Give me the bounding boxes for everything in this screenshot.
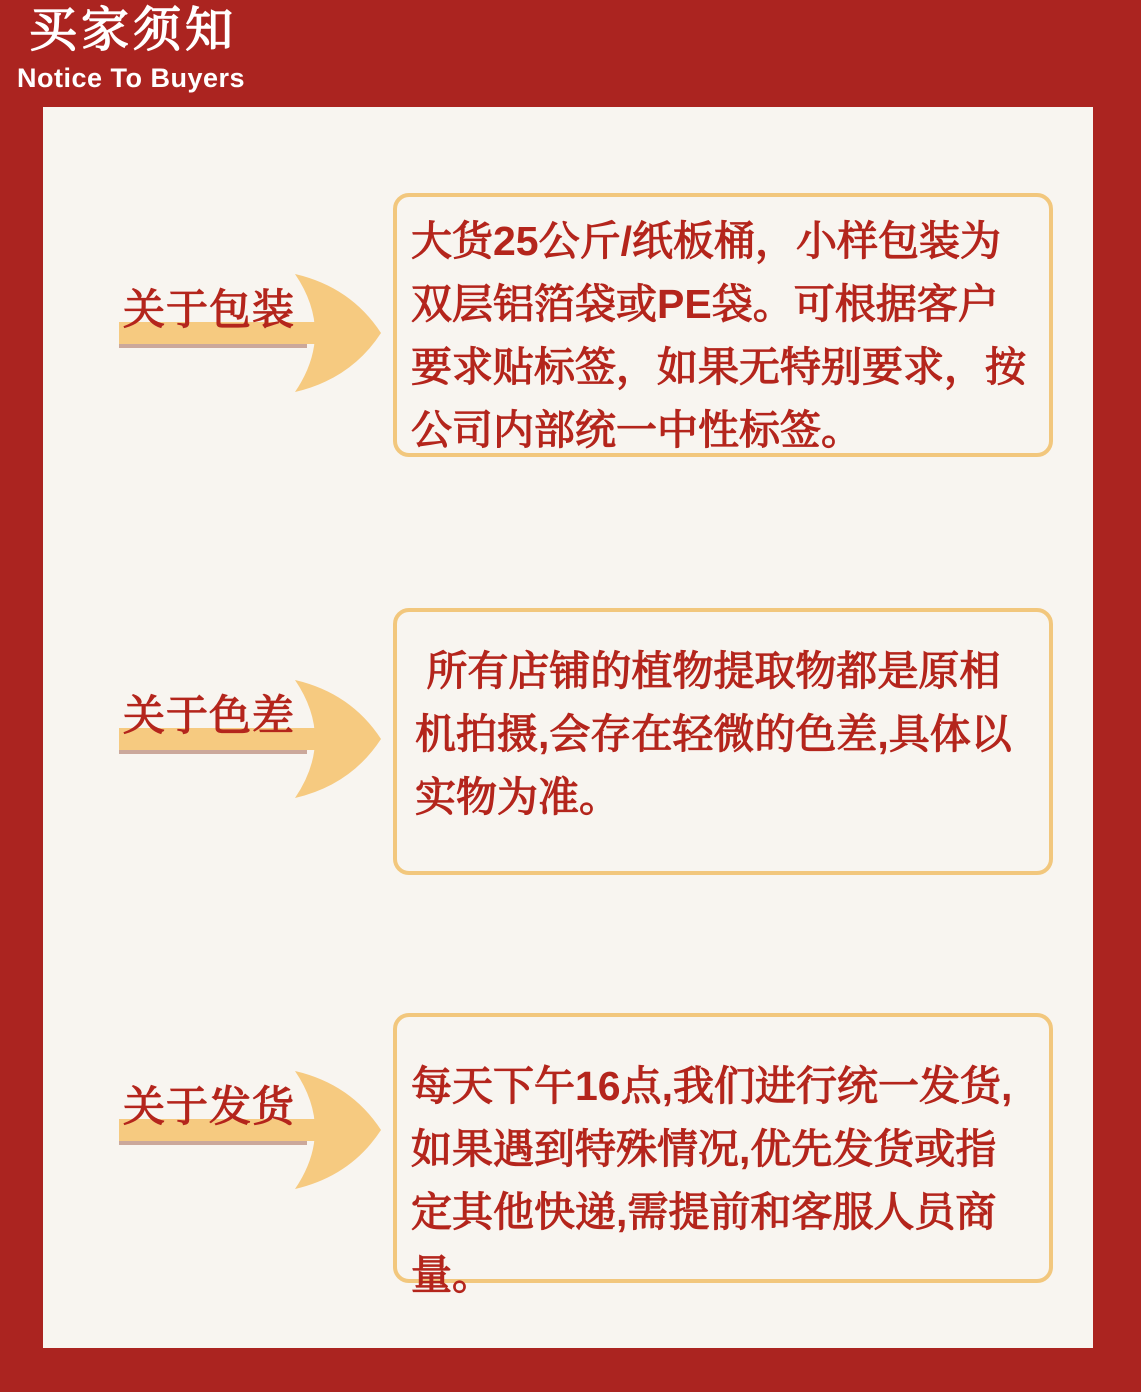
content-panel [43,107,1093,1348]
section-packaging-arrow-unit [119,273,389,393]
section-shipping-text: 每天下午16点,我们进行统一发货,如果遇到特殊情况,优先发货或指定其他快递,需提前和客服人员商量。 [411,1063,1013,1298]
section-shipping-label: 关于发货 [123,1083,296,1130]
section-color-label: 关于色差 [123,692,296,739]
section-color-arrow-unit [119,679,389,799]
section-packaging-label: 关于包装 [123,286,296,333]
section-color-box [393,608,1053,875]
section-shipping-arrow-unit [119,1070,389,1190]
section-color-text: 所有店铺的植物提取物都是原相机拍摄,会存在轻微的色差,具体以实物为准。 [415,648,1012,820]
section-packaging-text: 大货25公斤/纸板桶，小样包装为双层铝箔袋或PE袋。可根据客户要求贴标签，如果无特别要求，按公司内部统一中性标签。 [411,218,1026,453]
section-shipping-box [393,1013,1053,1298]
page-title: 买家须知 [29,4,238,57]
header [0,0,1141,107]
page-subtitle: Notice To Buyers [17,63,246,93]
section-packaging-box [393,193,1053,457]
